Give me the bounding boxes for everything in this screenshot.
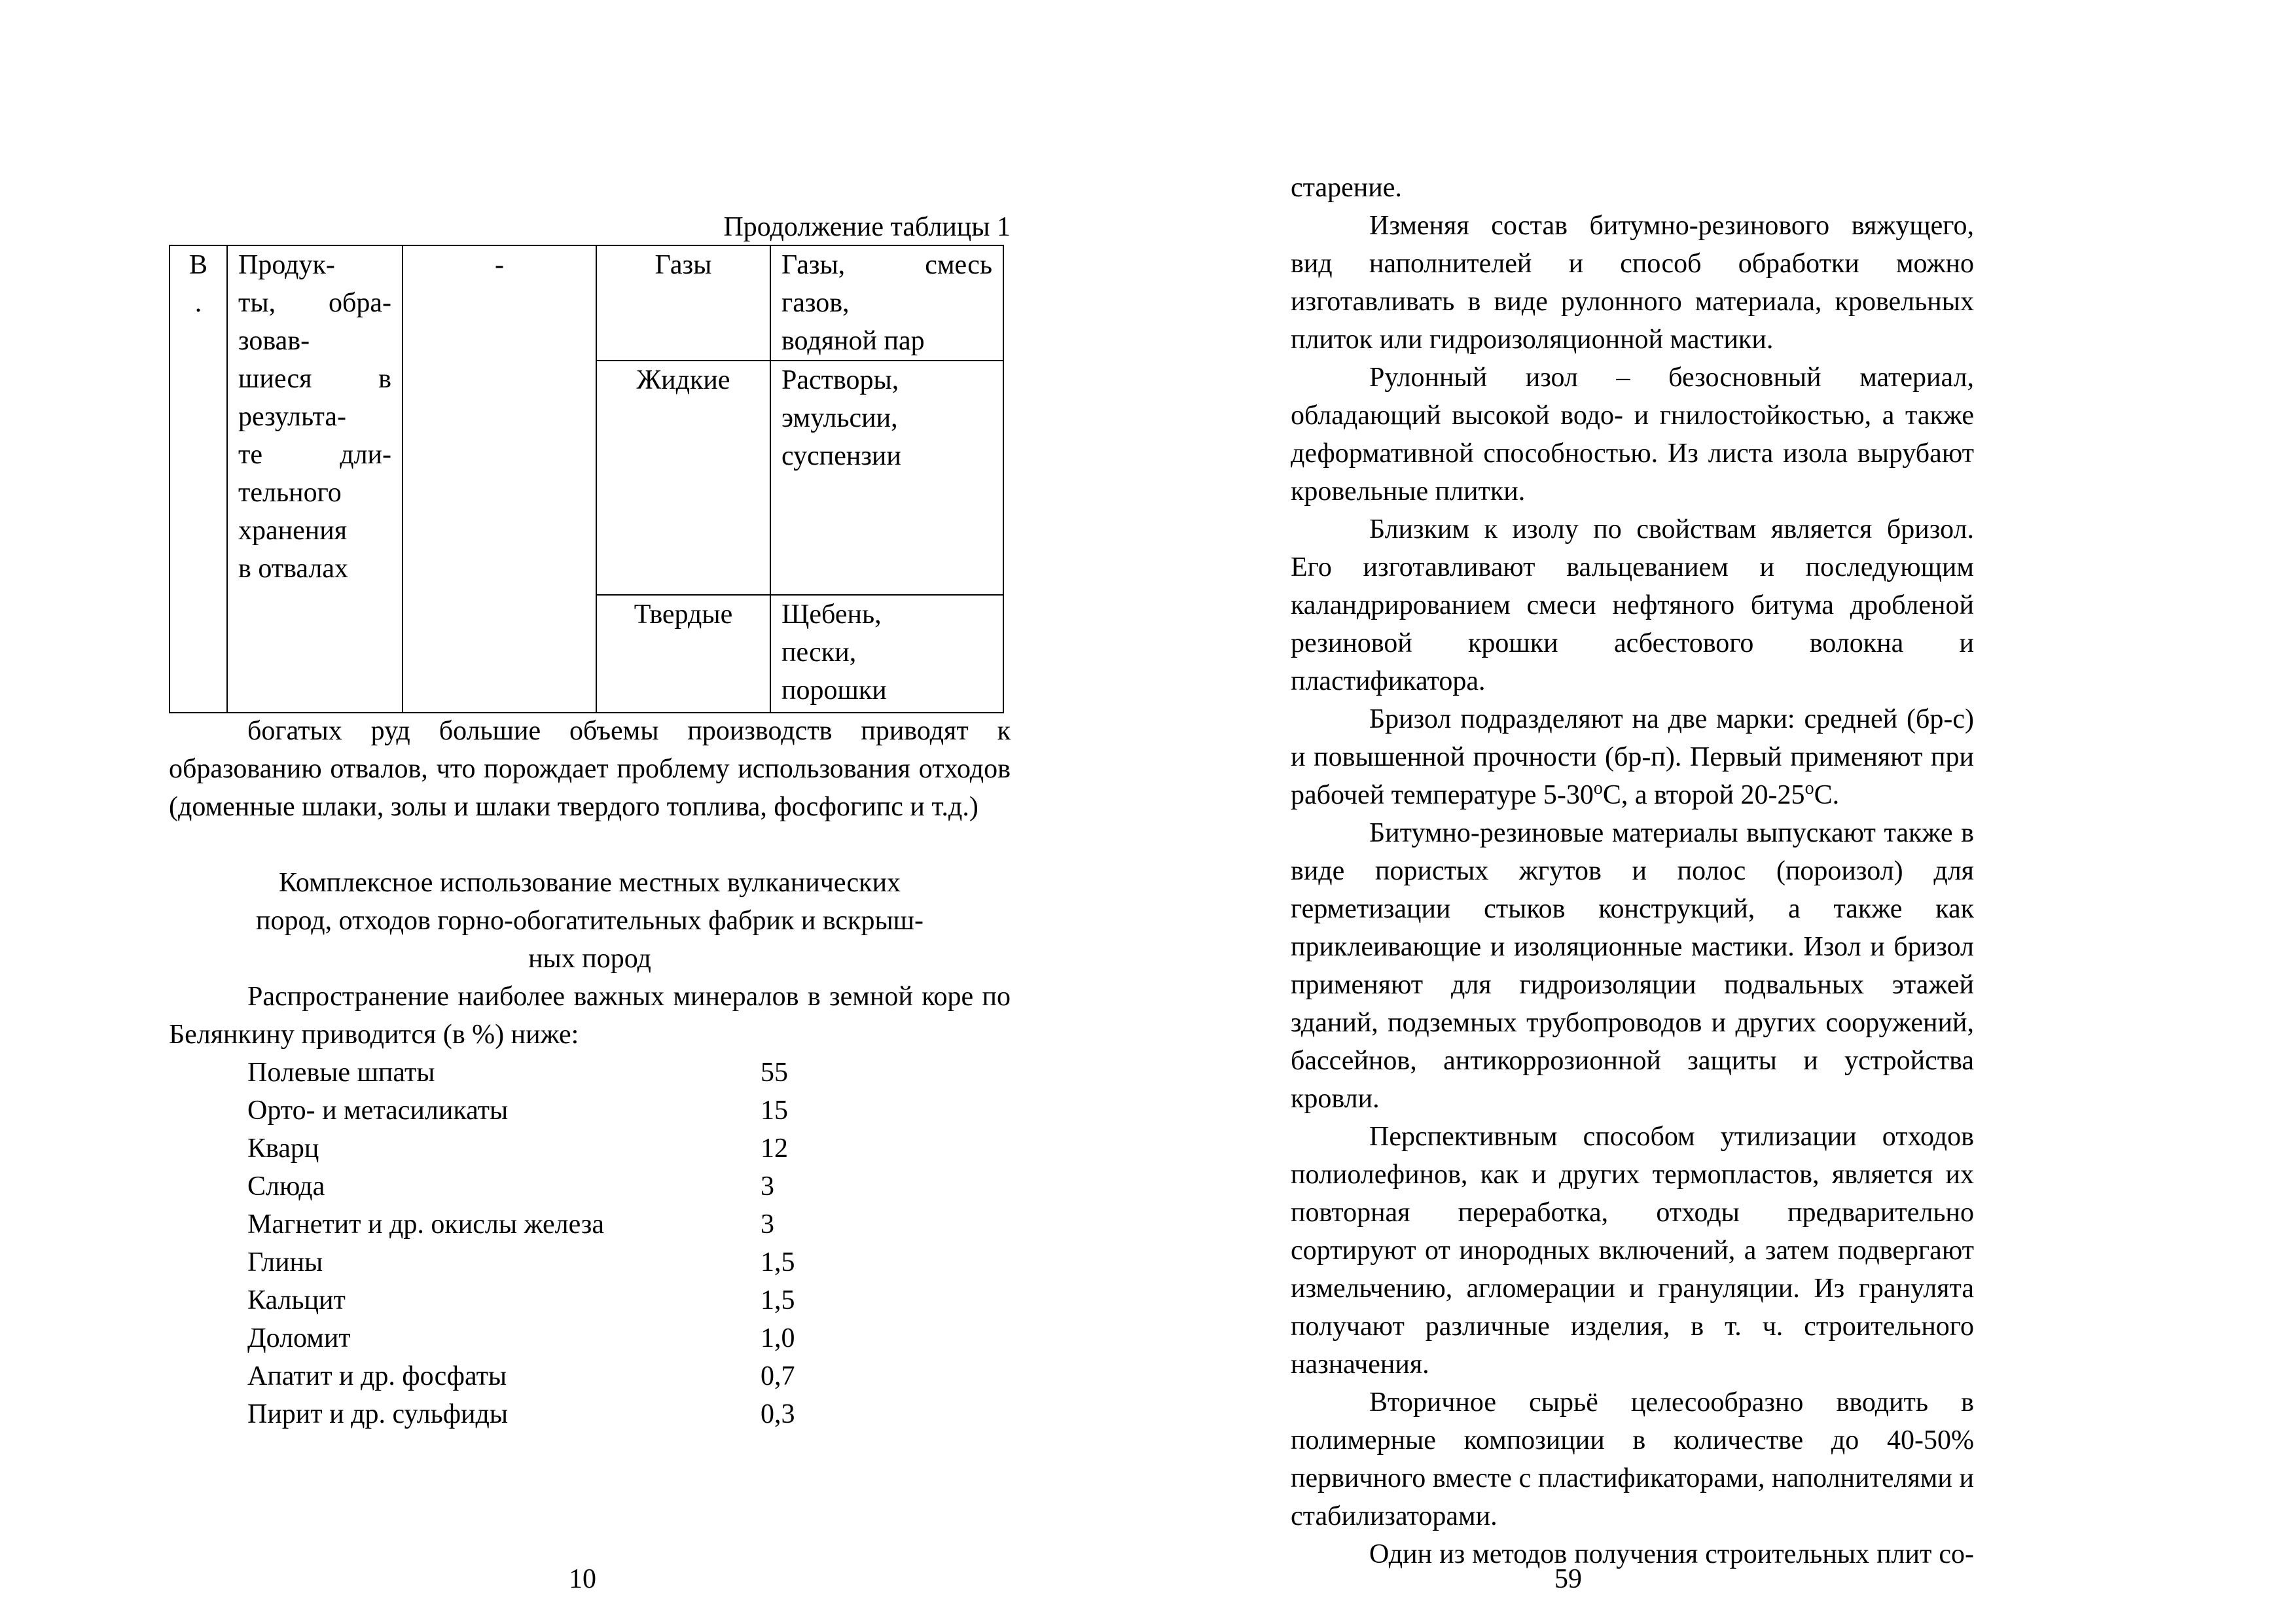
mineral-percent: 15 — [761, 1096, 788, 1126]
list-item — [247, 1395, 902, 1433]
mineral-name: Апатит и др. фосфаты — [247, 1361, 507, 1391]
mineral-percent: 3 — [761, 1209, 774, 1240]
list-item — [247, 1205, 902, 1243]
mineral-percent: 1,5 — [761, 1247, 795, 1277]
paragraph: Близким к изолу по свойствам является бризол. Его изготавливают вальцеванием и последующим каландрированием смеси нефтяного битума дробленой резиновой крошки асбестового волокна и пластификатора. — [1291, 514, 1974, 696]
table-example-line: пески, — [781, 637, 857, 668]
right-text-column — [1291, 169, 1974, 1573]
mineral-percent: 1,0 — [761, 1323, 795, 1353]
list-item — [247, 1168, 902, 1205]
list-item — [247, 1357, 902, 1395]
mineral-name: Слюда — [247, 1171, 325, 1202]
table-description-line: те дли- — [238, 440, 391, 470]
paragraph: Битумно-резиновые материалы выпускают также в виде пористых жгутов и полос (пороизол) для герметизации стыков конструкций, а также как приклеивающие и изоляционные мастики. Изол и бризол применяют для гидроизоляции подвальных этажей зданий, подземных трубопроводов и других сооружений, бассейнов, антикоррозионной защиты и устройства кровли. — [1291, 818, 1974, 1114]
table-description-line: зовав- — [238, 326, 310, 356]
paragraph: богатых руд большие объемы производств приводят к образованию отвалов, что порождает проблему использования отходов (доменные шлаки, золы и шлаки твердого топлива, фосфогипс и т.д.) — [169, 716, 1011, 822]
mineral-percent: 3 — [761, 1171, 774, 1202]
paragraph: Изменяя состав битумно-резинового вяжущего, вид наполнителей и способ обработки можно изготавливать в виде рулонного материала, кровельных плиток или гидроизоляционной мастики. — [1291, 211, 1974, 355]
table-example-line: Газы, смесь — [781, 250, 992, 280]
text-run: Бризол подразделяют на две марки: средней (бр-с) и повышенной прочности (бр-п). Первый применяют при рабочей температуре 5-30 — [1291, 704, 1974, 810]
table-caption: Продолжение таблицы 1 — [723, 212, 1011, 242]
table-description-line: Продук- — [238, 250, 335, 280]
table-description-line: ты, обра- — [238, 288, 391, 318]
heading-line: пород, отходов горно-обогатительных фабрик и вскрыш- — [255, 906, 924, 936]
paragraph — [1291, 700, 1974, 814]
table-examples-cell — [770, 245, 1003, 361]
continued-table — [169, 245, 1004, 713]
heading-line: ных пород — [528, 944, 651, 974]
table-state-cell: Жидкие — [596, 361, 770, 595]
table-state-cell: Твердые — [596, 595, 770, 713]
list-item — [247, 1054, 902, 1092]
table-col-index — [170, 245, 227, 713]
table-col-index-line: В — [188, 250, 207, 280]
list-item — [247, 1130, 902, 1168]
text-run: С, а второй 20-25 — [1602, 780, 1805, 810]
table-state-cell: Газы — [596, 245, 770, 361]
table-example-line: суспензии — [781, 441, 901, 471]
text-run: С. — [1814, 780, 1840, 810]
list-item — [247, 1281, 902, 1319]
table-examples-cell — [770, 361, 1003, 595]
page-number: 59 — [1554, 1564, 1582, 1594]
mineral-name: Орто- и метасиликаты — [247, 1096, 509, 1126]
mineral-percent: 0,3 — [761, 1399, 795, 1429]
table-example-line: эмульсии, — [781, 403, 898, 433]
table-description-line: шиеся в — [238, 364, 391, 394]
paragraph: Перспективным способом утилизации отходов полиолефинов, как и других термопластов, является их повторная переработка, отходы предварительно сортируют от инородных включений, а затем подвергают измельчению, агломерации и грануляции. Из гранулята получают различные изделия, в т. ч. строительного назначения. — [1291, 1122, 1974, 1380]
mineral-name: Кварц — [247, 1133, 319, 1164]
mineral-name: Глины — [247, 1247, 323, 1277]
table-col-dash: - — [403, 245, 596, 713]
table-col-description — [227, 245, 403, 713]
paragraph: Один из методов получения строительных плит со- — [1369, 1539, 1974, 1569]
page-number: 10 — [569, 1564, 596, 1594]
paragraph: старение. — [1291, 173, 1402, 203]
table-example-line: водяной пар — [781, 326, 925, 356]
mineral-name: Магнетит и др. окислы железа — [247, 1209, 605, 1240]
degree-mark: o — [1804, 778, 1814, 798]
table-col-index-line: . — [194, 288, 202, 318]
mineral-percent: 1,5 — [761, 1285, 795, 1315]
table-example-line: порошки — [781, 675, 887, 705]
mineral-name: Полевые шпаты — [247, 1058, 435, 1088]
table-example-line: газов, — [781, 288, 850, 318]
mineral-name: Пирит и др. сульфиды — [247, 1399, 509, 1429]
heading-line: Комплексное использование местных вулканических — [278, 868, 901, 898]
table-example-line: Щебень, — [781, 599, 882, 630]
table-example-line: Растворы, — [781, 365, 899, 395]
paragraph: Вторичное сырьё целесообразно вводить в полимерные композиции в количестве до 40-50% первичного вместе с пластификаторами, наполнителями и стабилизаторами. — [1291, 1387, 1974, 1531]
list-item — [247, 1092, 902, 1130]
list-item — [247, 1243, 902, 1281]
table-description-line: тельного — [238, 478, 342, 508]
table-description-line: результа- — [238, 402, 347, 432]
degree-mark: o — [1593, 778, 1603, 798]
mineral-percent: 12 — [761, 1133, 788, 1164]
table-examples-cell — [770, 595, 1003, 713]
table-description-line: хранения — [238, 516, 348, 546]
table-description-line: в отвалах — [238, 554, 349, 584]
section-heading — [169, 864, 1011, 978]
mineral-percent: 0,7 — [761, 1361, 795, 1391]
mineral-name: Доломит — [247, 1323, 351, 1353]
right-page — [1148, 0, 2296, 1623]
paragraph: Распространение наиболее важных минералов в земной коре по Белянкину приводится (в %) ниже: — [169, 982, 1011, 1050]
paragraph: Рулонный изол – безосновный материал, обладающий высокой водо- и гнилостойкостью, а также деформативной способностью. Из листа изола вырубают кровельные плитки. — [1291, 363, 1974, 507]
minerals-list — [247, 1054, 902, 1433]
mineral-percent: 55 — [761, 1058, 788, 1088]
mineral-name: Кальцит — [247, 1285, 346, 1315]
list-item — [247, 1319, 902, 1357]
